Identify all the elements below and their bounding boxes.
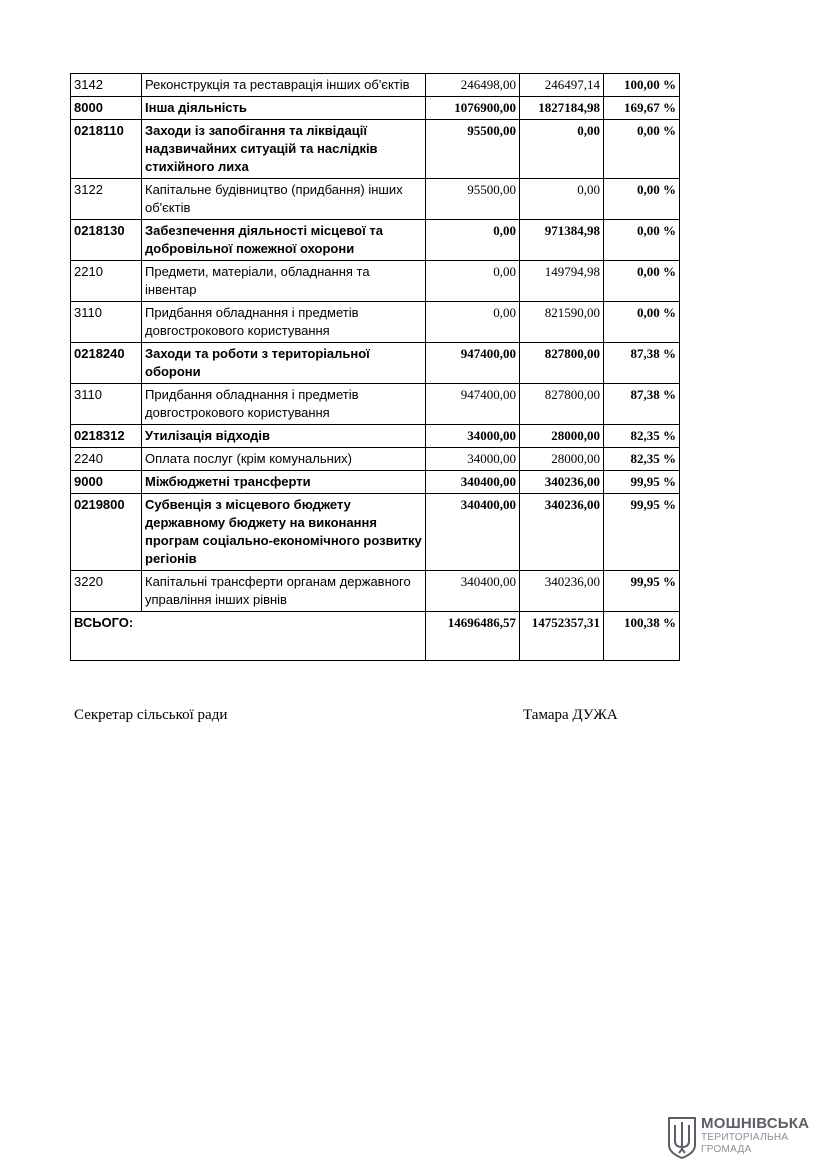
row-name: Утилізація відходів — [142, 425, 426, 448]
row-percent: 99,95 % — [604, 471, 680, 494]
row-percent: 100,00 % — [604, 74, 680, 97]
row-fact: 0,00 — [520, 179, 604, 220]
table-row — [71, 384, 680, 425]
table-row — [71, 343, 680, 384]
budget-table-body — [71, 74, 680, 661]
row-fact: 28000,00 — [520, 425, 604, 448]
community-logo — [667, 1115, 817, 1159]
table-row — [71, 120, 680, 179]
row-percent: 82,35 % — [604, 425, 680, 448]
row-fact: 340236,00 — [520, 471, 604, 494]
signature-position: Секретар сільської ради — [74, 707, 228, 723]
row-plan: 34000,00 — [426, 448, 520, 471]
table-row — [71, 220, 680, 261]
row-name: Міжбюджетні трансферти — [142, 471, 426, 494]
total-plan: 14696486,57 — [426, 612, 520, 661]
table-row — [71, 74, 680, 97]
row-percent: 0,00 % — [604, 302, 680, 343]
row-percent: 0,00 % — [604, 120, 680, 179]
row-fact: 340236,00 — [520, 571, 604, 612]
signature-name: Тамара ДУЖА — [523, 707, 618, 723]
row-percent: 0,00 % — [604, 179, 680, 220]
logo-line-2: ТЕРИТОРІАЛЬНА — [701, 1132, 789, 1143]
row-code: 3122 — [71, 179, 142, 220]
row-fact: 1827184,98 — [520, 97, 604, 120]
row-code: 0218312 — [71, 425, 142, 448]
row-name: Придбання обладнання і предметів довгострокового користування — [142, 384, 426, 425]
row-name: Забезпечення діяльності місцевої та добровільної пожежної охорони — [142, 220, 426, 261]
table-row — [71, 261, 680, 302]
row-fact: 149794,98 — [520, 261, 604, 302]
table-row — [71, 494, 680, 571]
budget-table — [70, 73, 680, 661]
row-plan: 340400,00 — [426, 494, 520, 571]
row-code: 0218130 — [71, 220, 142, 261]
row-fact: 821590,00 — [520, 302, 604, 343]
table-row — [71, 571, 680, 612]
total-label: ВСЬОГО: — [71, 612, 426, 661]
row-code: 8000 — [71, 97, 142, 120]
row-plan: 0,00 — [426, 220, 520, 261]
row-plan: 340400,00 — [426, 471, 520, 494]
logo-line-3: ГРОМАДА — [701, 1144, 752, 1155]
row-percent: 0,00 % — [604, 261, 680, 302]
row-fact: 246497,14 — [520, 74, 604, 97]
row-plan: 340400,00 — [426, 571, 520, 612]
row-plan: 1076900,00 — [426, 97, 520, 120]
row-code: 3142 — [71, 74, 142, 97]
row-plan: 95500,00 — [426, 179, 520, 220]
row-code: 3110 — [71, 384, 142, 425]
row-percent: 82,35 % — [604, 448, 680, 471]
row-name: Інша діяльність — [142, 97, 426, 120]
row-name: Предмети, матеріали, обладнання та інвентар — [142, 261, 426, 302]
total-row — [71, 612, 680, 661]
row-name: Оплата послуг (крім комунальних) — [142, 448, 426, 471]
row-percent: 99,95 % — [604, 571, 680, 612]
row-plan: 947400,00 — [426, 343, 520, 384]
row-name: Реконструкція та реставрація інших об'єктів — [142, 74, 426, 97]
row-code: 9000 — [71, 471, 142, 494]
row-name: Придбання обладнання і предметів довгострокового користування — [142, 302, 426, 343]
row-fact: 0,00 — [520, 120, 604, 179]
row-percent: 87,38 % — [604, 384, 680, 425]
row-plan: 34000,00 — [426, 425, 520, 448]
row-name: Заходи та роботи з територіальної оборони — [142, 343, 426, 384]
row-name: Капітальне будівництво (придбання) інших об'єктів — [142, 179, 426, 220]
table-row — [71, 425, 680, 448]
row-fact: 971384,98 — [520, 220, 604, 261]
logo-line-1: МОШНІВСЬКА — [701, 1115, 810, 1132]
table-row — [71, 302, 680, 343]
row-plan: 0,00 — [426, 261, 520, 302]
row-fact: 827800,00 — [520, 343, 604, 384]
table-row — [71, 179, 680, 220]
row-plan: 0,00 — [426, 302, 520, 343]
row-code: 3110 — [71, 302, 142, 343]
row-code: 0218110 — [71, 120, 142, 179]
total-percent: 100,38 % — [604, 612, 680, 661]
row-name: Заходи із запобігання та ліквідації надзвичайних ситуацій та наслідків стихійного лиха — [142, 120, 426, 179]
row-plan: 246498,00 — [426, 74, 520, 97]
row-code: 0218240 — [71, 343, 142, 384]
row-percent: 99,95 % — [604, 494, 680, 571]
row-plan: 95500,00 — [426, 120, 520, 179]
row-code: 2210 — [71, 261, 142, 302]
row-name: Субвенція з місцевого бюджету державному бюджету на виконання програм соціально-економічного розвитку регіонів — [142, 494, 426, 571]
row-fact: 28000,00 — [520, 448, 604, 471]
row-name: Капітальні трансферти органам державного управління інших рівнів — [142, 571, 426, 612]
row-fact: 827800,00 — [520, 384, 604, 425]
trident-icon — [667, 1115, 697, 1159]
row-percent: 169,67 % — [604, 97, 680, 120]
row-fact: 340236,00 — [520, 494, 604, 571]
total-fact: 14752357,31 — [520, 612, 604, 661]
table-row — [71, 97, 680, 120]
table-row — [71, 448, 680, 471]
row-code: 0219800 — [71, 494, 142, 571]
row-percent: 0,00 % — [604, 220, 680, 261]
row-code: 2240 — [71, 448, 142, 471]
table-row — [71, 471, 680, 494]
row-code: 3220 — [71, 571, 142, 612]
row-plan: 947400,00 — [426, 384, 520, 425]
row-percent: 87,38 % — [604, 343, 680, 384]
